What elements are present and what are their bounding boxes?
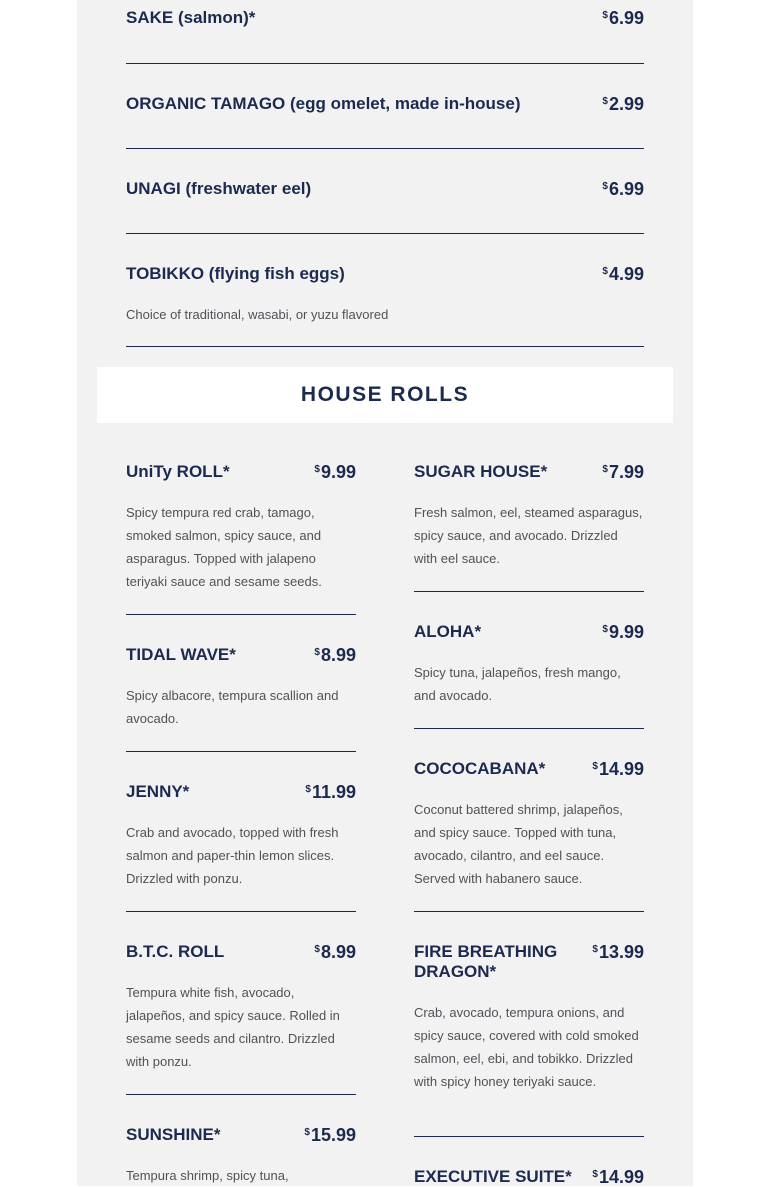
menu-item [414, 942, 644, 1137]
item-price: $6.99 [602, 8, 644, 28]
rolls-column-left [126, 462, 356, 1187]
menu-item [126, 942, 356, 1095]
item-name: SUNSHINE* [126, 1125, 221, 1144]
section-header [97, 367, 673, 423]
item-description: Tempura white fish, avocado, jalapeños, and spicy sauce. Rolled in sesame seeds and cilantro. Drizzled with ponzu. [126, 985, 340, 1069]
menu-item [414, 759, 644, 912]
item-price: $14.99 [592, 759, 644, 779]
item-price: $8.99 [314, 942, 356, 962]
item-price: $9.99 [602, 622, 644, 642]
item-name: ALOHA* [414, 622, 482, 641]
item-description: Tempura shrimp, spicy tuna, [126, 1168, 289, 1183]
item-description: Spicy tempura red crab, tamago, smoked salmon, spicy sauce, and asparagus. Topped with jalapeno teriyaki sauce and sesame seeds. [126, 505, 322, 589]
item-name: TIDAL WAVE* [126, 645, 236, 664]
item-name: B.T.C. ROLL [126, 942, 225, 961]
menu-item [126, 0, 644, 64]
item-price: $14.99 [592, 1167, 644, 1187]
nigiri-list [126, 0, 644, 347]
item-price: $8.99 [314, 645, 356, 665]
item-price: $9.99 [314, 462, 356, 482]
menu-item [126, 462, 356, 615]
item-description: Spicy tuna, jalapeños, fresh mango, and avocado. [414, 665, 621, 703]
rolls-column-right [414, 462, 644, 1187]
item-name: UNAGI (freshwater eel) [126, 179, 312, 198]
item-name: UniTy ROLL* [126, 462, 230, 481]
item-price: $2.99 [602, 94, 644, 114]
section-title: HOUSE ROLLS [300, 383, 470, 406]
menu-item [126, 645, 356, 752]
menu-item [126, 782, 356, 912]
item-name: TOBIKKO (flying fish eggs) [126, 264, 345, 283]
menu-item [414, 622, 644, 729]
menu-item [414, 1167, 644, 1187]
item-name: ORGANIC TAMAGO (egg omelet, made in-house) [126, 94, 521, 113]
item-price: $7.99 [602, 462, 644, 482]
item-description: Fresh salmon, eel, steamed asparagus, spicy sauce, and avocado. Drizzled with eel sauce. [414, 505, 643, 566]
item-name: SAKE (salmon)* [126, 8, 256, 27]
item-price: $4.99 [602, 264, 644, 284]
item-description: Crab and avocado, topped with fresh salmon and paper-thin lemon slices. Drizzled with ponzu. [126, 825, 339, 886]
menu-item [126, 149, 644, 234]
item-price: $15.99 [304, 1125, 356, 1145]
item-name: FIRE BREATHING DRAGON* [414, 942, 558, 981]
item-description: Spicy albacore, tempura scallion and avocado. [126, 688, 339, 726]
item-description: Coconut battered shrimp, jalapeños, and spicy sauce. Topped with tuna, avocado, cilantro, and eel sauce. Served with habanero sauce. [414, 802, 623, 886]
item-description: Choice of traditional, wasabi, or yuzu flavored [126, 307, 389, 322]
item-price: $6.99 [602, 179, 644, 199]
menu-item [414, 462, 644, 592]
item-name: COCOCABANA* [414, 759, 546, 778]
item-description: Crab, avocado, tempura onions, and spicy sauce, covered with cold smoked salmon, eel, ebi, and tobikko. Drizzled with spicy honey teriyaki sauce. [414, 1005, 639, 1089]
item-name: SUGAR HOUSE* [414, 462, 548, 481]
menu-item [126, 64, 644, 149]
item-price: $13.99 [592, 942, 644, 962]
menu-item [126, 234, 644, 347]
item-name: EXECUTIVE SUITE* [414, 1167, 572, 1186]
menu-item [126, 1125, 356, 1187]
item-price: $11.99 [305, 782, 356, 802]
item-name: JENNY* [126, 782, 190, 801]
